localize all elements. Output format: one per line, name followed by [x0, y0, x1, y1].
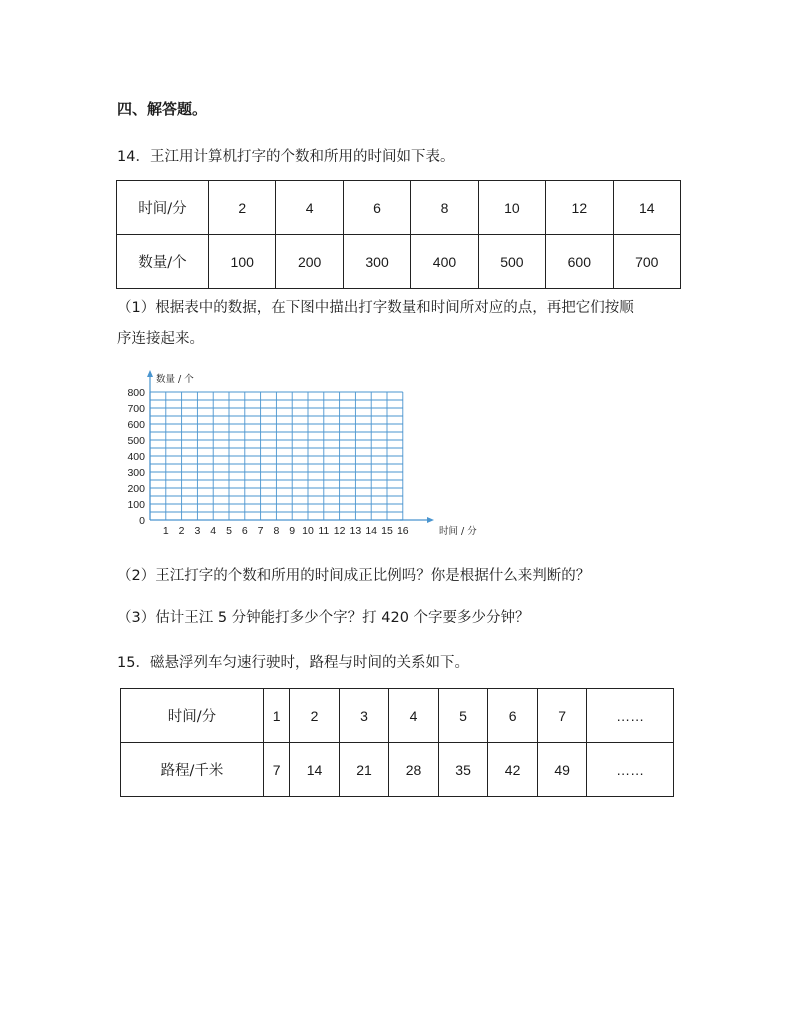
table-cell: 35	[438, 743, 488, 797]
x-tick-label: 16	[396, 525, 409, 537]
table-cell: 100	[209, 235, 276, 289]
table-cell: 49	[537, 743, 587, 797]
table-row	[121, 743, 674, 797]
x-tick-label: 6	[241, 525, 248, 537]
y-tick-label: 500	[127, 435, 145, 447]
table-cell: 28	[389, 743, 439, 797]
table-cell: 200	[276, 235, 343, 289]
q14-part1-line1: （1）根据表中的数据，在下图中描出打字数量和时间所对应的点，再把它们按顺	[117, 300, 634, 316]
x-axis-label: 时间 / 分	[439, 526, 477, 537]
table-cell: 14	[613, 181, 680, 235]
y-tick-label: 300	[127, 467, 145, 479]
table-cell: 7	[537, 689, 587, 743]
x-tick-label: 2	[178, 525, 185, 537]
y-axis-label: 数量 / 个	[156, 374, 194, 385]
x-tick-label: 10	[302, 525, 314, 537]
table-row-header: 时间/分	[121, 689, 264, 743]
y-tick-label: 0	[139, 515, 145, 527]
table-row-header: 数量/个	[117, 235, 209, 289]
y-tick-label: 100	[127, 499, 145, 511]
y-tick-label: 700	[127, 403, 145, 415]
y-tick-label: 800	[127, 387, 145, 399]
table-row-header: 时间/分	[117, 181, 209, 235]
x-tick-label: 12	[333, 525, 346, 537]
table-cell: 21	[339, 743, 389, 797]
table-cell: 42	[488, 743, 538, 797]
x-tick-label: 11	[318, 525, 330, 537]
table-row	[121, 689, 674, 743]
x-tick-labels	[163, 525, 409, 537]
y-tick-labels	[127, 387, 145, 527]
y-axis-arrow-icon	[147, 370, 153, 377]
table-cell: 4	[389, 689, 439, 743]
table-cell: 6	[488, 689, 538, 743]
table-cell: 700	[613, 235, 680, 289]
table-cell: 2	[209, 181, 276, 235]
table-cell: ……	[587, 743, 674, 797]
table-cell: 300	[343, 235, 410, 289]
table-cell: 12	[546, 181, 613, 235]
blank-grid-chart	[110, 362, 490, 542]
q15-table	[120, 688, 674, 797]
table-row	[117, 181, 681, 235]
table-cell: 400	[411, 235, 478, 289]
q14-stem: 14．王江用计算机打字的个数和所用的时间如下表。	[117, 149, 455, 165]
table-cell: 1	[264, 689, 290, 743]
x-tick-label: 13	[349, 525, 362, 537]
table-cell: 10	[478, 181, 545, 235]
x-tick-label: 1	[162, 525, 169, 537]
x-tick-label: 8	[273, 525, 280, 537]
table-row	[117, 235, 681, 289]
y-tick-label: 600	[127, 419, 145, 431]
q14-part1-line2: 序连接起来。	[117, 331, 204, 347]
q14-part3: （3）估计王江 5 分钟能打多少个字？打 420 个字要多少分钟？	[117, 610, 530, 626]
x-tick-label: 5	[226, 525, 232, 537]
q14-table	[116, 180, 681, 289]
x-axis-arrow-icon	[427, 517, 434, 523]
table-row-header: 路程/千米	[121, 743, 264, 797]
table-cell: 600	[546, 235, 613, 289]
table-cell: 5	[438, 689, 488, 743]
grid-lines	[150, 392, 403, 520]
y-tick-label: 400	[127, 451, 145, 463]
q15-stem: 15．磁悬浮列车匀速行驶时，路程与时间的关系如下。	[117, 655, 469, 671]
table-cell: ……	[587, 689, 674, 743]
table-cell: 7	[264, 743, 290, 797]
x-tick-label: 7	[257, 525, 264, 537]
table-cell: 8	[411, 181, 478, 235]
x-tick-label: 14	[365, 525, 378, 537]
table-cell: 4	[276, 181, 343, 235]
table-cell: 2	[290, 689, 340, 743]
table-cell: 500	[478, 235, 545, 289]
x-tick-label: 9	[289, 525, 296, 537]
section-title: 四、解答题。	[117, 100, 208, 118]
x-tick-label: 3	[194, 525, 201, 537]
x-tick-label: 4	[210, 525, 217, 537]
y-tick-label: 200	[127, 483, 145, 495]
q14-part2: （2）王江打字的个数和所用的时间成正比例吗？你是根据什么来判断的？	[117, 568, 591, 584]
table-cell: 6	[343, 181, 410, 235]
table-cell: 14	[290, 743, 340, 797]
x-tick-label: 15	[381, 525, 393, 537]
table-cell: 3	[339, 689, 389, 743]
